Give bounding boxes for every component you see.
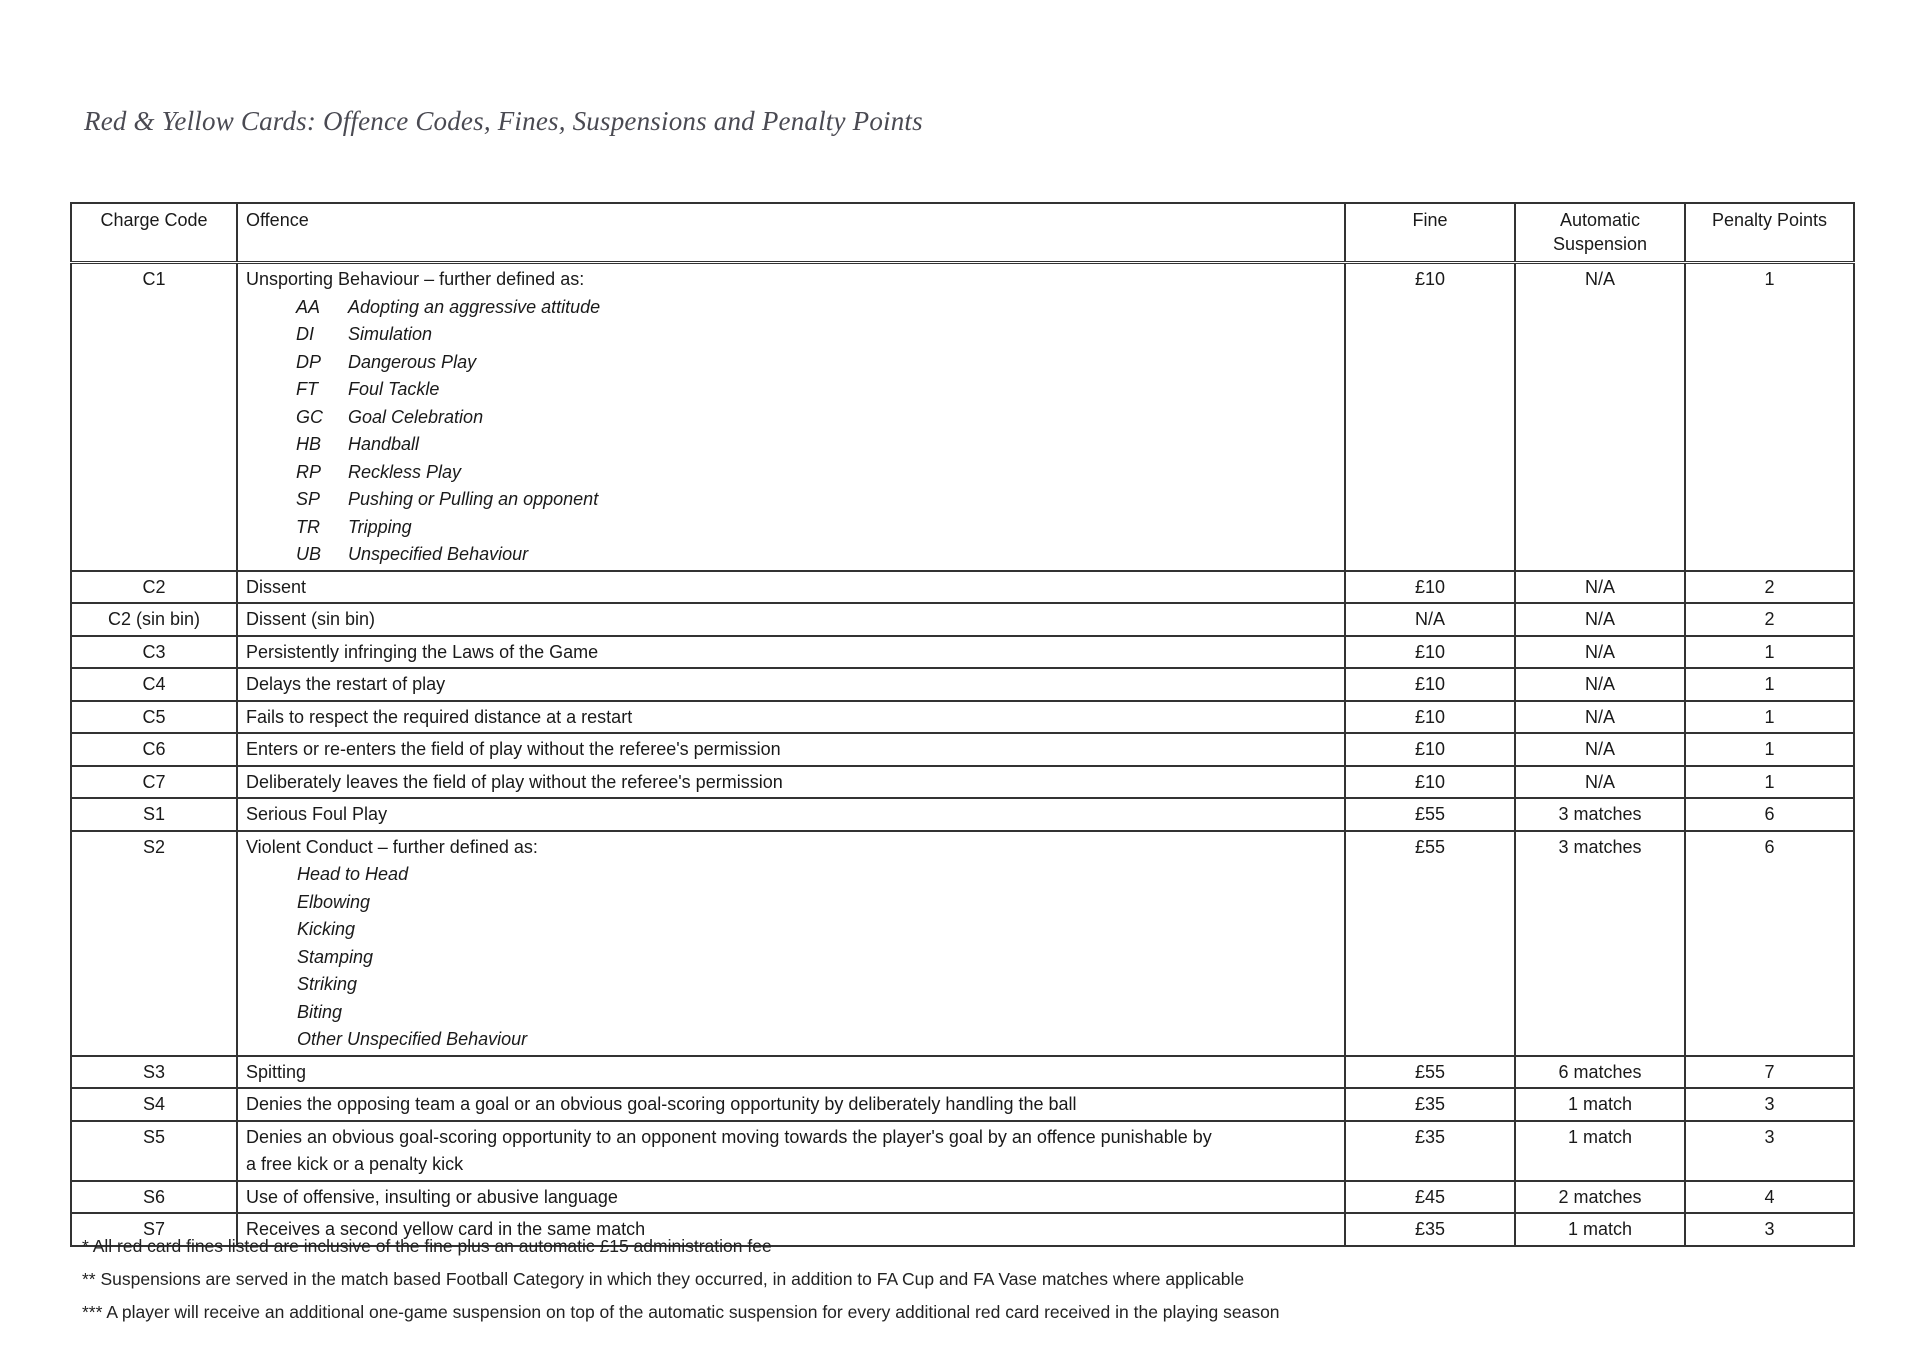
fine-cell: £35 <box>1345 1213 1515 1246</box>
offence-subtype: Biting <box>297 1001 343 1022</box>
subtype-text: Reckless Play <box>348 461 462 482</box>
suspension-cell: 3 matches <box>1515 798 1685 831</box>
subtype-text: Handball <box>348 434 420 454</box>
charge-code: C7 <box>71 766 237 799</box>
fine-cell: £45 <box>1345 1181 1515 1214</box>
penalty-points-cell: 3 <box>1685 1213 1854 1246</box>
suspension-cell: 2 matches <box>1515 1181 1685 1214</box>
subtype-text: Simulation <box>348 324 433 344</box>
charge-code: S3 <box>71 1056 237 1089</box>
suspension-cell: N/A <box>1515 603 1685 636</box>
table-row <box>71 668 1854 701</box>
table-row <box>71 1181 1854 1214</box>
fine-cell: £10 <box>1345 571 1515 604</box>
offence-text: Unsporting Behaviour – further defined as: <box>246 269 585 289</box>
subtype-text: Dangerous Play <box>348 351 477 372</box>
charge-code: C5 <box>71 701 237 734</box>
offence-cell <box>237 831 1345 1056</box>
offence-text: Fails to respect the required distance at a restart <box>237 701 1345 734</box>
offence-subtype <box>246 321 1336 349</box>
offence-text: Dissent <box>237 571 1345 604</box>
penalty-points-cell: 2 <box>1685 603 1854 636</box>
subtype-code: HB <box>296 434 322 454</box>
penalty-points-cell: 6 <box>1685 831 1854 1056</box>
charge-code: S5 <box>71 1121 237 1181</box>
offence-text: Use of offensive, insulting or abusive language <box>237 1181 1345 1214</box>
subtype-code: RP <box>296 461 322 482</box>
offences-table <box>70 202 1855 1247</box>
footnotes <box>82 1230 1280 1329</box>
suspension-cell: N/A <box>1515 701 1685 734</box>
subtype-text: Foul Tackle <box>348 379 440 399</box>
header-automatic-suspension: Automatic Suspension <box>1515 203 1685 263</box>
offence-text: Serious Foul Play <box>237 798 1345 831</box>
subtype-code: DI <box>296 324 314 344</box>
offence-subtype <box>246 349 1336 377</box>
penalty-points-cell: 7 <box>1685 1056 1854 1089</box>
penalty-points-cell: 1 <box>1685 636 1854 669</box>
fine-cell: £10 <box>1345 668 1515 701</box>
penalty-points-cell: 1 <box>1685 733 1854 766</box>
subtype-code: TR <box>296 516 320 537</box>
table-row <box>71 701 1854 734</box>
table-row <box>71 603 1854 636</box>
subtype-code: AA <box>296 296 321 317</box>
table-row <box>71 1056 1854 1089</box>
offence-text: Delays the restart of play <box>237 668 1345 701</box>
charge-code: S4 <box>71 1088 237 1121</box>
offence-subtype: Striking <box>297 974 358 994</box>
penalty-points-cell: 1 <box>1685 263 1854 571</box>
penalty-points-cell: 2 <box>1685 571 1854 604</box>
charge-code: S6 <box>71 1181 237 1214</box>
offence-text: Violent Conduct – further defined as: <box>246 836 538 857</box>
charge-code: S1 <box>71 798 237 831</box>
subtype-code: SP <box>296 489 321 509</box>
suspension-cell: 3 matches <box>1515 831 1685 1056</box>
subtype-text: Unspecified Behaviour <box>348 544 529 564</box>
penalty-points-cell: 1 <box>1685 668 1854 701</box>
table-row <box>71 571 1854 604</box>
table-row <box>71 636 1854 669</box>
table-row <box>71 1088 1854 1121</box>
offence-subtypes <box>246 294 1336 569</box>
charge-code: C3 <box>71 636 237 669</box>
suspension-cell: 1 match <box>1515 1121 1685 1181</box>
suspension-cell: 1 match <box>1515 1088 1685 1121</box>
penalty-points-cell: 3 <box>1685 1121 1854 1181</box>
offence-text: Receives a second yellow card in the same match <box>237 1213 1345 1246</box>
fine-cell: £10 <box>1345 701 1515 734</box>
table-row <box>71 798 1854 831</box>
offence-subtype: Kicking <box>297 919 356 939</box>
charge-code: C2 (sin bin) <box>71 603 237 636</box>
offence-text: Dissent (sin bin) <box>237 603 1345 636</box>
fine-cell: £10 <box>1345 263 1515 571</box>
offence-text: Persistently infringing the Laws of the Game <box>237 636 1345 669</box>
suspension-cell: N/A <box>1515 636 1685 669</box>
suspension-cell: N/A <box>1515 263 1685 571</box>
table-row <box>71 733 1854 766</box>
footnote-fines: * All red card fines listed are inclusive of the fine plus an automatic £15 administration fee <box>82 1236 772 1256</box>
header-offence: Offence <box>237 203 1345 263</box>
header-charge-code: Charge Code <box>71 203 237 263</box>
fine-cell: £35 <box>1345 1121 1515 1181</box>
fine-cell: £55 <box>1345 1056 1515 1089</box>
footnote-suspensions: ** Suspensions are served in the match based Football Category in which they occurred, in addition to FA Cup and FA Vase matches where applicable <box>82 1269 1245 1289</box>
offence-text: Denies an obvious goal-scoring opportunity to an opponent moving towards the player's goal by an offence punishable by a free kick or a penalty kick <box>237 1121 1345 1181</box>
table-row <box>71 1121 1854 1181</box>
penalty-points-cell: 3 <box>1685 1088 1854 1121</box>
subtype-code: FT <box>296 379 318 399</box>
offence-subtype <box>246 459 1336 487</box>
subtype-text: Pushing or Pulling an opponent <box>348 489 599 509</box>
offence-subtype <box>246 514 1336 542</box>
subtype-text: Goal Celebration <box>348 406 484 427</box>
fine-cell: £55 <box>1345 831 1515 1056</box>
offence-subtype: Head to Head <box>297 864 409 884</box>
offence-text: Spitting <box>237 1056 1345 1089</box>
offence-text: Denies the opposing team a goal or an obvious goal-scoring opportunity by deliberately handling the ball <box>237 1088 1345 1121</box>
table-row <box>71 263 1854 571</box>
charge-code: C4 <box>71 668 237 701</box>
subtype-code: DP <box>296 351 322 372</box>
charge-code: S2 <box>71 831 237 1056</box>
subtype-code: UB <box>296 544 322 564</box>
penalty-points-cell: 1 <box>1685 701 1854 734</box>
charge-code: S7 <box>71 1213 237 1246</box>
fine-cell: £55 <box>1345 798 1515 831</box>
offence-cell <box>237 263 1345 571</box>
footnote-additional-red-card: *** A player will receive an additional one-game suspension on top of the automatic suspension for every additional red card received in the playing season <box>82 1302 1280 1322</box>
fine-cell: £10 <box>1345 766 1515 799</box>
fine-cell: £35 <box>1345 1088 1515 1121</box>
offence-subtype: Other Unspecified Behaviour <box>297 1029 528 1049</box>
offence-subtype <box>246 486 1336 514</box>
charge-code: C2 <box>71 571 237 604</box>
fine-cell: N/A <box>1345 603 1515 636</box>
page-title: Red & Yellow Cards: Offence Codes, Fines, Suspensions and Penalty Points <box>84 106 923 136</box>
header-fine: Fine <box>1345 203 1515 263</box>
offence-subtype: Elbowing <box>297 891 371 912</box>
fine-cell: £10 <box>1345 733 1515 766</box>
suspension-cell: 1 match <box>1515 1213 1685 1246</box>
table-row <box>71 766 1854 799</box>
offence-subtype <box>246 294 1336 322</box>
table-row <box>71 831 1854 1056</box>
offence-subtype <box>246 376 1336 404</box>
charge-code: C6 <box>71 733 237 766</box>
offence-subtype <box>246 431 1336 459</box>
penalty-points-cell: 4 <box>1685 1181 1854 1214</box>
offence-text: Deliberately leaves the field of play without the referee's permission <box>237 766 1345 799</box>
suspension-cell: N/A <box>1515 733 1685 766</box>
subtype-text: Tripping <box>348 516 412 537</box>
subtype-text: Adopting an aggressive attitude <box>348 296 601 317</box>
fine-cell: £10 <box>1345 636 1515 669</box>
offence-subtype <box>246 404 1336 432</box>
suspension-cell: N/A <box>1515 766 1685 799</box>
offence-subtypes <box>246 861 1336 1054</box>
charge-code: C1 <box>71 263 237 571</box>
suspension-cell: 6 matches <box>1515 1056 1685 1089</box>
header-penalty-points: Penalty Points <box>1685 203 1854 263</box>
subtype-code: GC <box>296 406 323 427</box>
table-header-row <box>71 203 1854 263</box>
suspension-cell: N/A <box>1515 571 1685 604</box>
penalty-points-cell: 6 <box>1685 798 1854 831</box>
penalty-points-cell: 1 <box>1685 766 1854 799</box>
suspension-cell: N/A <box>1515 668 1685 701</box>
offence-subtype: Stamping <box>297 946 374 967</box>
offence-text: Enters or re-enters the field of play without the referee's permission <box>237 733 1345 766</box>
offence-subtype <box>246 541 1336 569</box>
